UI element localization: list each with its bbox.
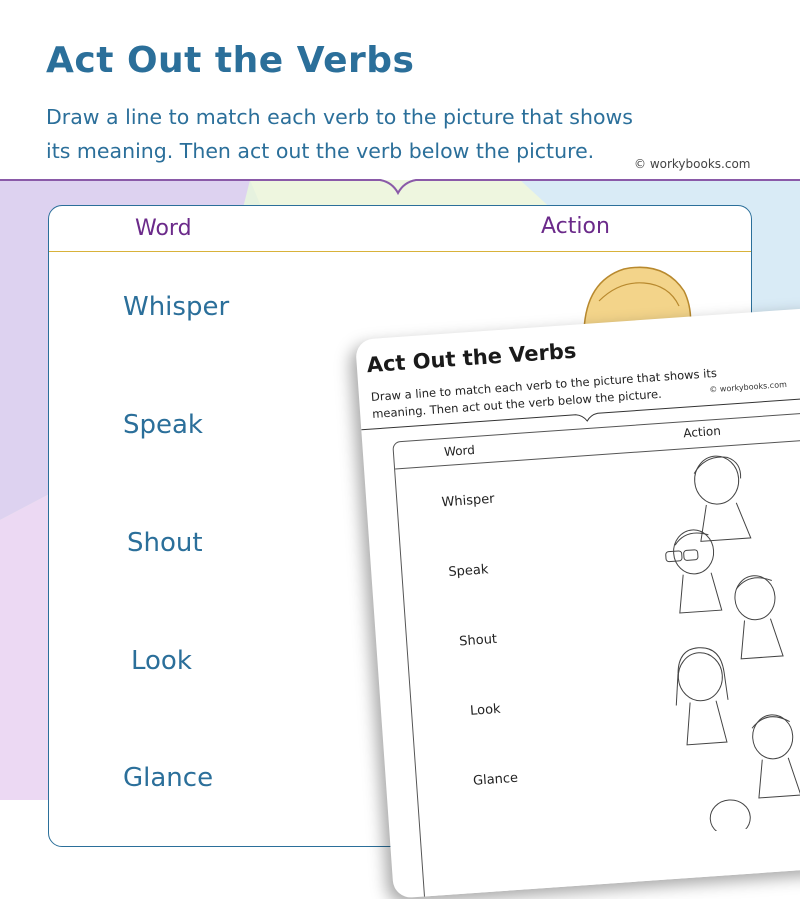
preview-verb-whisper: Whisper <box>441 491 496 511</box>
preview-verb-speak: Speak <box>447 562 489 581</box>
preview-copyright: © workybooks.com <box>709 379 788 395</box>
preview-table <box>392 412 800 898</box>
preview-child-illustrations <box>645 444 800 834</box>
page-title: Act Out the Verbs <box>46 40 415 81</box>
table-header-divider <box>49 251 751 252</box>
verb-shout: Shout <box>127 528 203 558</box>
instructions: Draw a line to match each verb to the picture that shows its meaning. Then act out the verb below the picture. <box>46 105 633 163</box>
preview-header-action: Action <box>682 423 722 441</box>
column-header-word: Word <box>135 216 192 241</box>
verb-look: Look <box>131 646 192 676</box>
worksheet-preview-card <box>355 307 800 898</box>
preview-title: Act Out the Verbs <box>365 338 578 378</box>
verb-speak: Speak <box>123 410 203 440</box>
preview-verb-look: Look <box>469 701 502 719</box>
verb-glance: Glance <box>123 763 214 793</box>
copyright: © workybooks.com <box>634 157 751 171</box>
verb-whisper: Whisper <box>123 292 230 322</box>
preview-header-word: Word <box>443 442 476 460</box>
column-header-action: Action <box>541 214 610 239</box>
preview-verb-glance: Glance <box>472 770 519 789</box>
preview-verb-shout: Shout <box>458 631 498 650</box>
preview-instructions: Draw a line to match each verb to the picture that shows its meaning. Then act out the verb below the picture. <box>370 365 718 421</box>
